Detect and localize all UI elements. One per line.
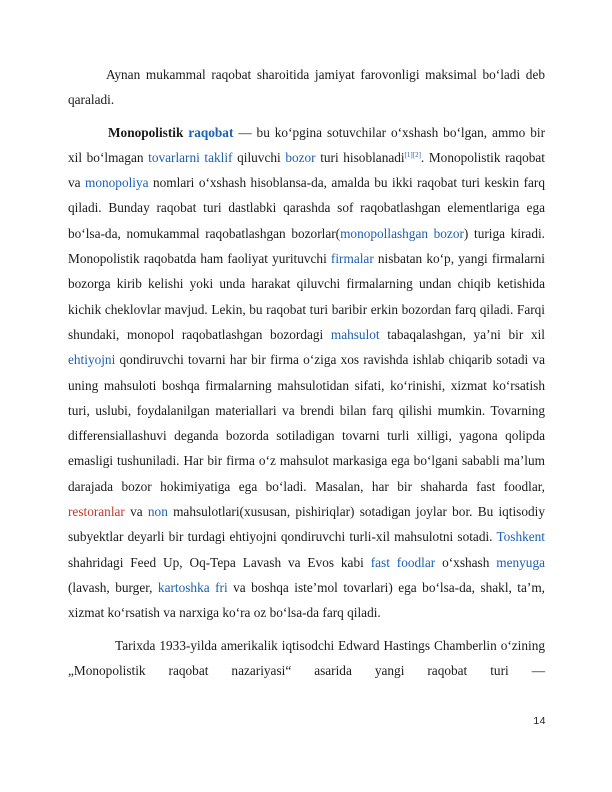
text-segment: o‘xshash <box>435 554 497 570</box>
link-kartoshka-fri[interactable]: kartoshka fri <box>157 579 228 595</box>
text-segment: . Monopolistik raqobat va <box>68 149 546 191</box>
paragraph-monopolistic-competition <box>68 120 545 626</box>
text-segment: — bu ko‘pgina sotuvchilar o‘xshash bo‘lgan, ammo bir xil bo‘lmagan <box>68 124 545 165</box>
page-number: 14 <box>533 715 546 727</box>
link-monopoliya[interactable]: monopoliya <box>85 175 149 191</box>
text-segment: turi hisoblanadi <box>315 149 405 165</box>
text-segment: shahridagi Feed Up, Oq-Tepa Lavash va Evos kabi <box>68 554 371 570</box>
link-firmalar[interactable]: firmalar <box>330 251 374 267</box>
link-non[interactable]: non <box>147 504 168 520</box>
text-segment: nomlari o‘xshash hisoblansa-da, amalda bu ikki raqobat turi keskin farq qiladi. Bunday raqobat turi dastlabki qarashda sof raqobatlashgan elementlariga ega bo‘lsa-da, nomukammal raqobatlashgan bozorlar( <box>68 175 545 241</box>
text-segment: va <box>124 504 148 520</box>
text-segment: qondiruvchi tovarni har bir firma o‘ziga xos ravishda ishlab chiqarib sotadi va uning mahsuloti boshqa firmalarning mahsulotidan sifati, ko‘rinishi, xizmat ko‘rsatish turi, uslubi, foydalanilgan materiallari va brendi bilan farq qilishi mumkin. Tovarning differensiallashuvi deganda bozorda sotiladigan tovarni turli xilligi, yagona qolipda emasligi tushuniladi. Har bir firma o‘z mahsulot markasiga ega bo‘lgani sababli ma’lum darajada bozor hokimiyatiga ega bo‘ladi. Masalan, har bir shaharda fast foodlar, <box>68 352 545 494</box>
document-body <box>68 62 545 683</box>
text-segment: (lavash, burger, <box>68 579 158 595</box>
link-raqobat[interactable]: raqobat <box>188 124 234 140</box>
text-segment: nisbatan ko‘p, yangi firmalarni bozorga kirib kelishi yoki unda harakat qiluvchi firmalarning undan chiqib ketishida kichik cheklovlar mavjud. Lekin, bu raqobat turi baribir erkin bozordan farq qiladi. Farqi shundaki, monopol raqobatlashgan bozordagi <box>68 251 545 342</box>
link-tovarlarni-taklif[interactable]: tovarlarni taklif <box>148 149 233 165</box>
text-segment: qiluvchi <box>232 149 286 165</box>
text-segment: tabaqalashgan, ya’ni bir xil <box>379 326 545 342</box>
link-restoranlar[interactable]: restoranlar <box>68 504 125 520</box>
reference-links[interactable]: [1][2] <box>404 150 421 159</box>
paragraph-intro-text: Aynan mukammal raqobat sharoitida jamiyat farovonligi maksimal bo‘ladi deb qaraladi. <box>68 67 545 108</box>
link-toshkent[interactable]: Toshkent <box>496 529 545 545</box>
paragraph-history-text: Tarixda 1933-yilda amerikalik iqtisodchi Edward Hastings Chamberlin o‘zining „Monopolistik raqobat nazariyasi“ asarida yangi raqobat turi — <box>68 637 545 678</box>
link-ehtiyojni[interactable]: ehtiyojni <box>68 352 116 368</box>
link-mahsulot[interactable]: mahsulot <box>330 326 380 342</box>
text-segment: va boshqa iste’mol tovarlari) ega bo‘lsa-da, shakl, ta’m, xizmat ko‘rsatish va narxiga ko‘ra oz bo‘lsa-da farq qiladi. <box>68 579 545 621</box>
term-monopolistik: Monopolistik <box>108 124 184 140</box>
paragraph-intro <box>68 62 545 113</box>
link-bozor[interactable]: bozor <box>285 149 316 165</box>
link-monopollashgan-bozor[interactable]: monopollashgan bozor <box>340 225 464 241</box>
link-menyuga[interactable]: menyuga <box>496 554 546 570</box>
text-segment: ) turiga kiradi. Monopolistik raqobatda ham faoliyat yurituvchi <box>68 225 546 267</box>
paragraph-history <box>68 633 545 684</box>
link-fast-foodlar[interactable]: fast foodlar <box>370 554 436 570</box>
text-segment: mahsulotlari(xususan, pishiriqlar) sotadigan joylar bor. Bu iqtisodiy subyektlar deyarli bir turdagi ehtiyojni qondiruvchi turli-xil mahsulotni sotadi. <box>68 504 545 545</box>
